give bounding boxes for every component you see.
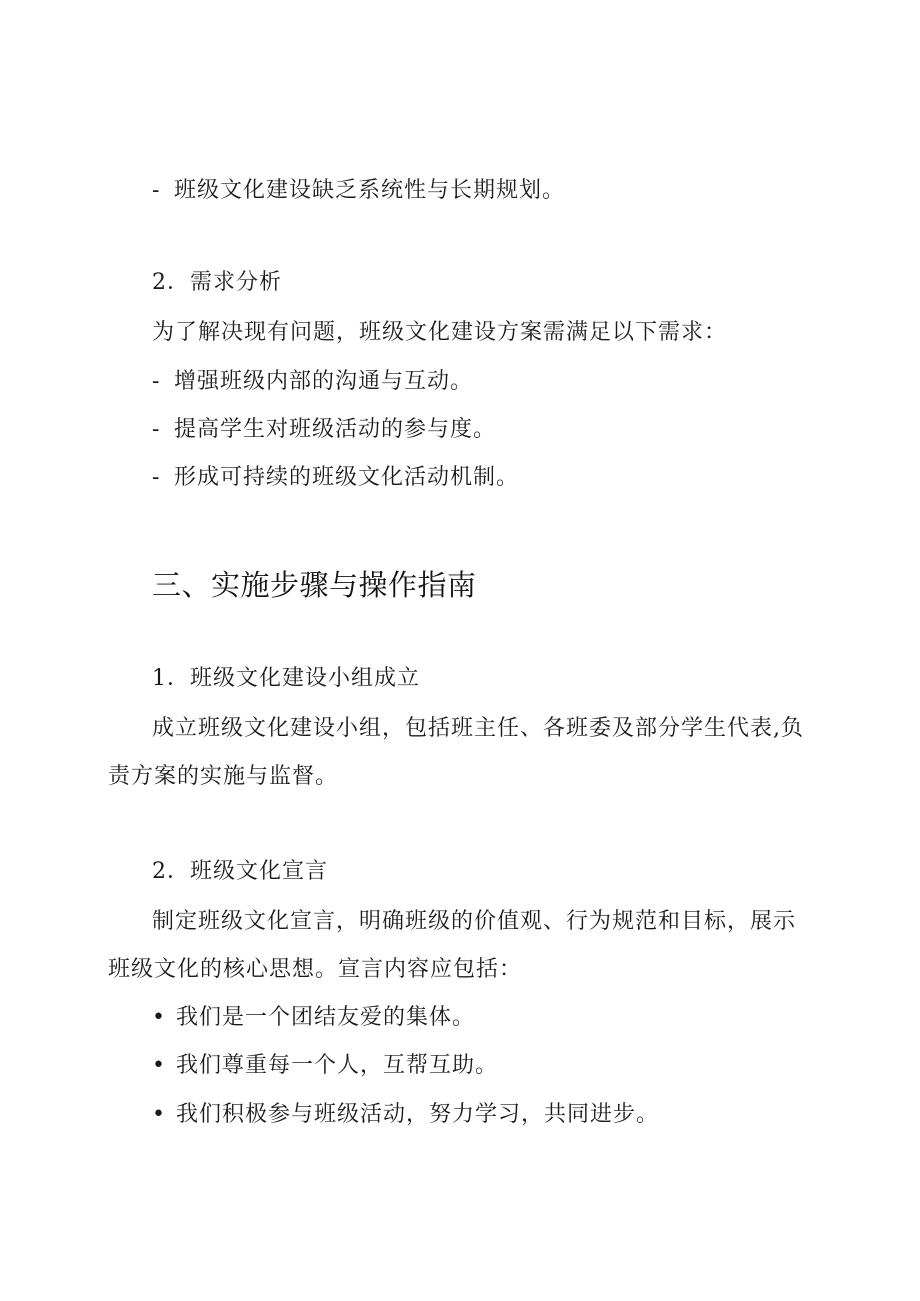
dash-marker: -: [152, 465, 161, 490]
subsection-title: 1．班级文化建设小组成立: [152, 666, 420, 691]
list-item: [152, 176, 565, 206]
paragraph-line: 责方案的实施与监督。: [108, 764, 339, 789]
list-item-text: 我们尊重每一个人，互帮互助。: [176, 1053, 499, 1078]
list-item: [152, 1051, 498, 1081]
list-item-text: 提高学生对班级活动的参与度。: [174, 417, 497, 442]
list-item-text: 增强班级内部的沟通与互动。: [174, 369, 474, 394]
dash-marker: -: [152, 417, 161, 442]
paragraph-line: 制定班级文化宣言，明确班级的价值观、行为规范和目标，展示: [152, 909, 797, 934]
subsection-title: 2．班级文化宣言: [152, 859, 328, 884]
list-item: [152, 1100, 659, 1130]
bullet-marker: •: [152, 1005, 166, 1030]
list-item: [152, 463, 519, 493]
dash-marker: -: [152, 178, 161, 203]
paragraph-line: 班级文化的核心思想。宣言内容应包括：: [108, 957, 523, 982]
bullet-marker: •: [152, 1102, 166, 1127]
paragraph-line: 成立班级文化建设小组，包括班主任、各班委及部分学生代表,负: [152, 716, 804, 741]
list-item: [152, 367, 473, 397]
subsection-title: 2．需求分析: [152, 270, 282, 295]
list-item: [152, 415, 496, 445]
bullet-marker: •: [152, 1053, 166, 1078]
list-item-text: 形成可持续的班级文化活动机制。: [174, 465, 520, 490]
list-item-text: 班级文化建设缺乏系统性与长期规划。: [174, 178, 566, 203]
list-item-text: 我们积极参与班级活动，努力学习，共同进步。: [176, 1102, 660, 1127]
dash-marker: -: [152, 369, 161, 394]
paragraph: 为了解决现有问题，班级文化建设方案需满足以下需求：: [152, 320, 728, 345]
list-item: [152, 1003, 475, 1033]
section-heading: 三、实施步骤与操作指南: [152, 568, 477, 602]
list-item-text: 我们是一个团结友爱的集体。: [176, 1005, 476, 1030]
